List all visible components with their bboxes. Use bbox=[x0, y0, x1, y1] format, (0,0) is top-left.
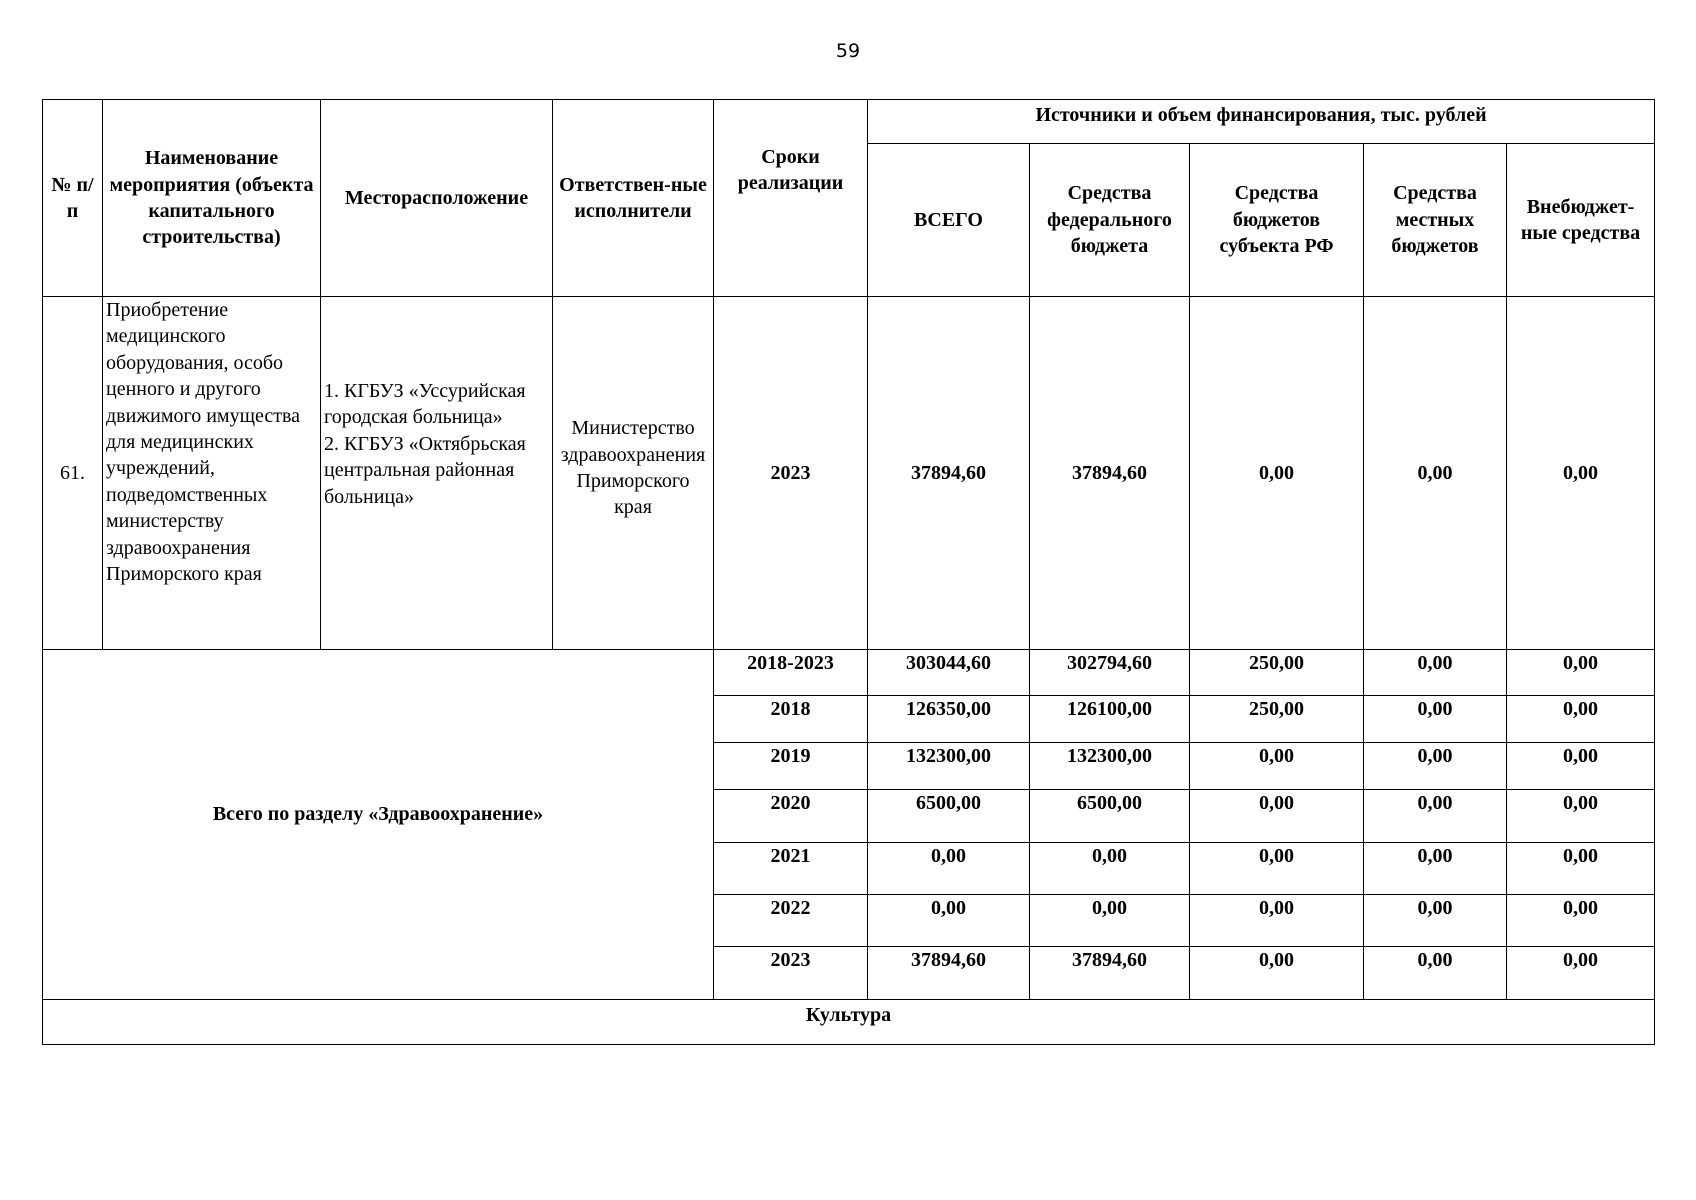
event-name: Приобретение медицинского оборудования, особо ценного и другого движимого имущества для медицинских учреждений, подведомственных министерству здравоохранения Приморского края bbox=[103, 297, 321, 650]
summary-period: 2021 bbox=[714, 843, 868, 895]
summary-total: 0,00 bbox=[868, 895, 1030, 947]
summary-period: 2023 bbox=[714, 947, 868, 1000]
summary-subject: 0,00 bbox=[1190, 790, 1364, 843]
location-item: 2. КГБУЗ «Октябрьская центральная районная больница» bbox=[324, 432, 526, 508]
event-offbudget: 0,00 bbox=[1507, 297, 1655, 650]
header-funding-group: Источники и объем финансирования, тыс. рублей bbox=[868, 100, 1655, 144]
summary-local: 0,00 bbox=[1364, 743, 1507, 790]
summary-subject: 0,00 bbox=[1190, 895, 1364, 947]
summary-federal: 37894,60 bbox=[1030, 947, 1190, 1000]
event-subject: 0,00 bbox=[1190, 297, 1364, 650]
summary-local: 0,00 bbox=[1364, 843, 1507, 895]
summary-local: 0,00 bbox=[1364, 947, 1507, 1000]
summary-total: 132300,00 bbox=[868, 743, 1030, 790]
section-row bbox=[43, 1000, 1655, 1045]
summary-period: 2022 bbox=[714, 895, 868, 947]
event-federal: 37894,60 bbox=[1030, 297, 1190, 650]
header-period: Сроки реализации bbox=[714, 100, 868, 297]
summary-local: 0,00 bbox=[1364, 696, 1507, 743]
section-title: Культура bbox=[43, 1000, 1655, 1045]
event-total: 37894,60 bbox=[868, 297, 1030, 650]
summary-subject: 0,00 bbox=[1190, 843, 1364, 895]
summary-federal: 0,00 bbox=[1030, 843, 1190, 895]
summary-total: 0,00 bbox=[868, 843, 1030, 895]
summary-offbudget: 0,00 bbox=[1507, 947, 1655, 1000]
header-subject: Средства бюджетов субъекта РФ bbox=[1190, 144, 1364, 297]
header-name: Наименование мероприятия (объекта капитального строительства) bbox=[103, 100, 321, 297]
header-total: ВСЕГО bbox=[868, 144, 1030, 297]
summary-subject: 0,00 bbox=[1190, 947, 1364, 1000]
summary-period: 2018-2023 bbox=[714, 650, 868, 696]
header-federal: Средства федерального бюджета bbox=[1030, 144, 1190, 297]
summary-offbudget: 0,00 bbox=[1507, 790, 1655, 843]
summary-row bbox=[43, 650, 1655, 696]
event-local: 0,00 bbox=[1364, 297, 1507, 650]
summary-federal: 302794,60 bbox=[1030, 650, 1190, 696]
summary-local: 0,00 bbox=[1364, 895, 1507, 947]
summary-offbudget: 0,00 bbox=[1507, 650, 1655, 696]
header-local: Средства местных бюджетов bbox=[1364, 144, 1507, 297]
header-row-1 bbox=[43, 100, 1655, 144]
row-number: 61. bbox=[43, 297, 103, 650]
summary-offbudget: 0,00 bbox=[1507, 843, 1655, 895]
summary-offbudget: 0,00 bbox=[1507, 895, 1655, 947]
summary-federal: 6500,00 bbox=[1030, 790, 1190, 843]
location-item: 1. КГБУЗ «Уссурийская городская больница» bbox=[324, 380, 526, 429]
summary-subject: 0,00 bbox=[1190, 743, 1364, 790]
header-location: Месторасположение bbox=[321, 100, 553, 297]
summary-period: 2018 bbox=[714, 696, 868, 743]
summary-local: 0,00 bbox=[1364, 650, 1507, 696]
header-responsible: Ответствен-ные исполнители bbox=[553, 100, 714, 297]
event-period: 2023 bbox=[714, 297, 868, 650]
financing-table bbox=[42, 99, 1655, 1045]
event-responsible: Министерство здравоохранения Приморского края bbox=[553, 297, 714, 650]
event-location bbox=[321, 297, 553, 650]
summary-subject: 250,00 bbox=[1190, 696, 1364, 743]
summary-total: 37894,60 bbox=[868, 947, 1030, 1000]
summary-subject: 250,00 bbox=[1190, 650, 1364, 696]
summary-total: 6500,00 bbox=[868, 790, 1030, 843]
summary-total: 303044,60 bbox=[868, 650, 1030, 696]
summary-period: 2020 bbox=[714, 790, 868, 843]
summary-period: 2019 bbox=[714, 743, 868, 790]
page-number: 59 bbox=[835, 40, 861, 62]
summary-offbudget: 0,00 bbox=[1507, 743, 1655, 790]
header-offbudget: Внебюджет-ные средства bbox=[1507, 144, 1655, 297]
summary-federal: 0,00 bbox=[1030, 895, 1190, 947]
summary-federal: 132300,00 bbox=[1030, 743, 1190, 790]
summary-local: 0,00 bbox=[1364, 790, 1507, 843]
summary-federal: 126100,00 bbox=[1030, 696, 1190, 743]
table-row bbox=[43, 297, 1655, 650]
summary-offbudget: 0,00 bbox=[1507, 696, 1655, 743]
summary-total: 126350,00 bbox=[868, 696, 1030, 743]
header-num: № п/п bbox=[43, 100, 103, 297]
summary-label: Всего по разделу «Здравоохранение» bbox=[43, 650, 714, 1000]
